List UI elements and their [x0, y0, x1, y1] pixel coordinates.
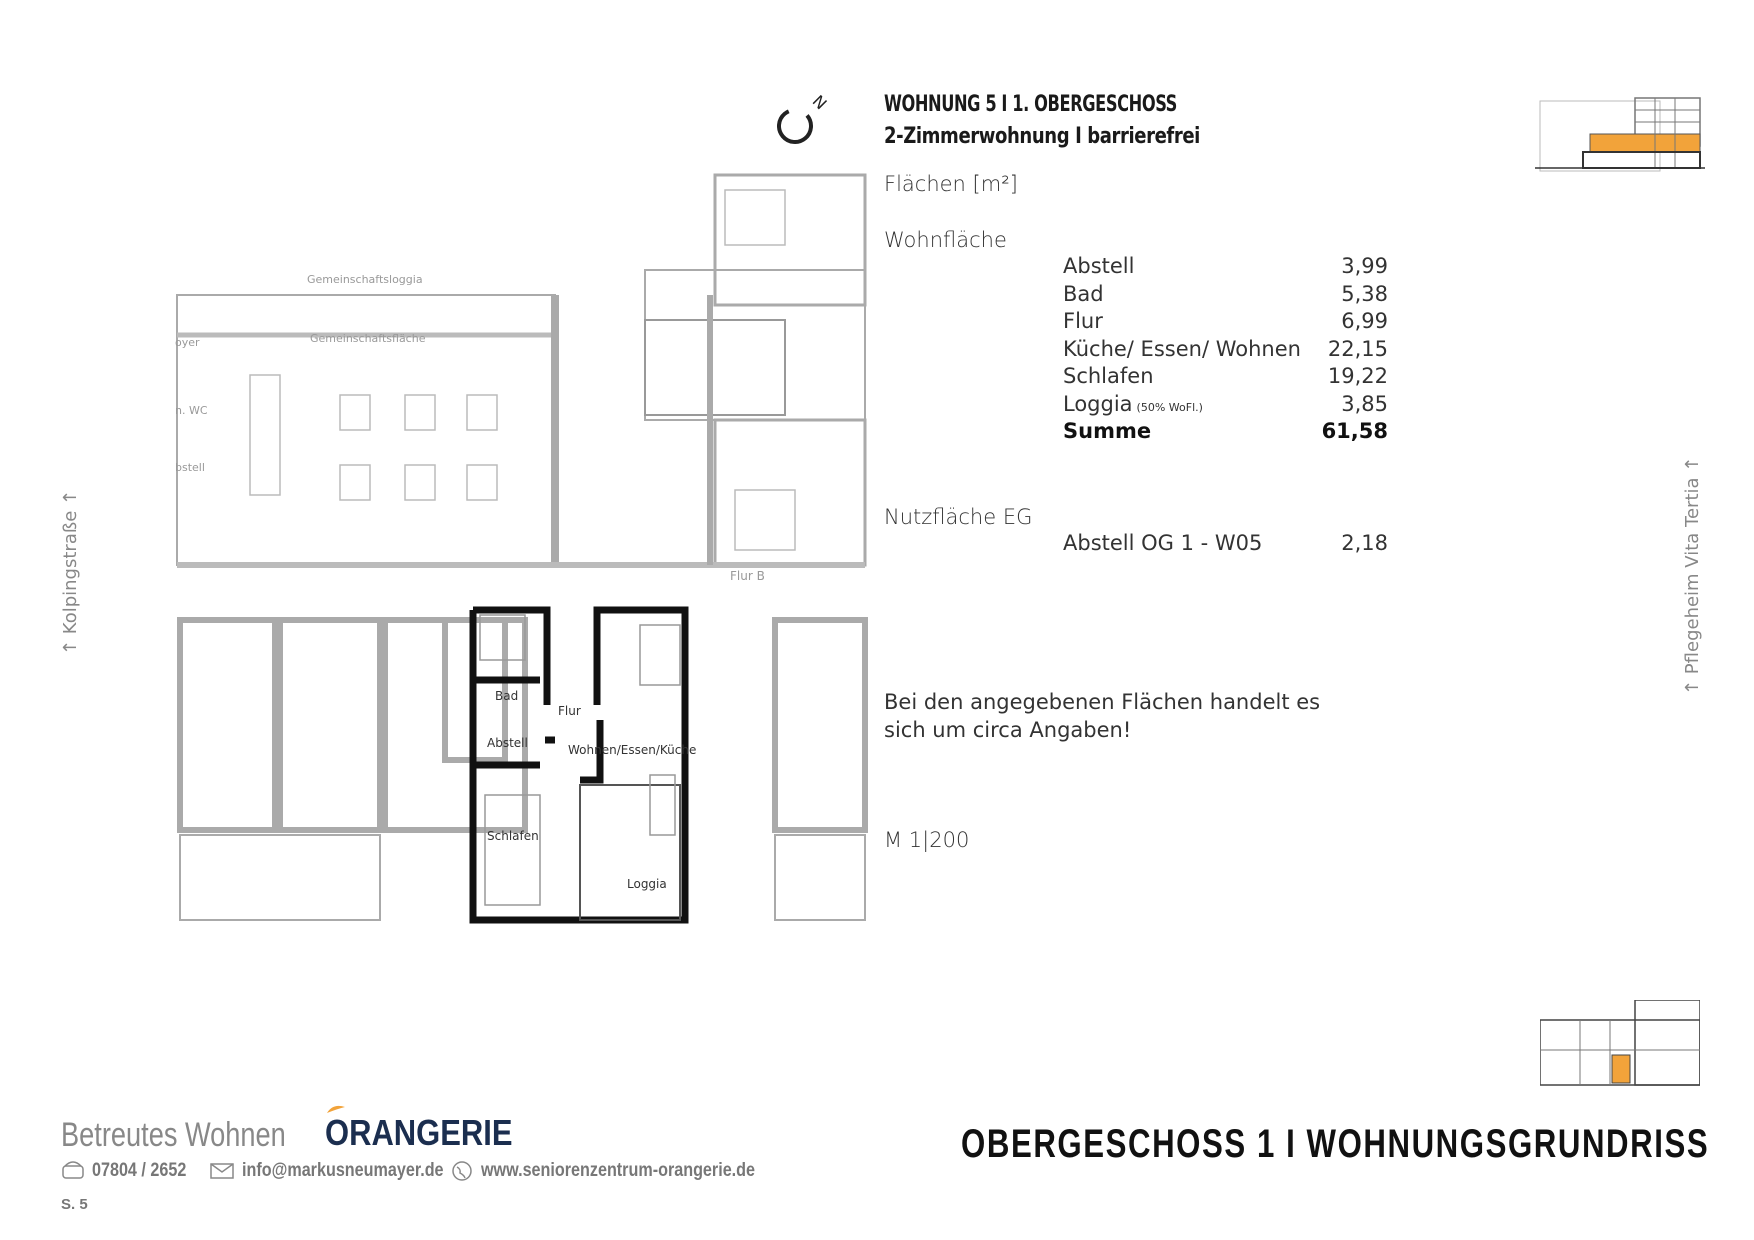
phone-icon: [61, 1160, 85, 1180]
brand-tagline: Betreutes Wohnen: [61, 1116, 286, 1154]
area-row: Abstell 3,99: [1063, 254, 1388, 278]
contact-phone[interactable]: 07804 / 2652: [92, 1160, 187, 1181]
plan-label: bstell: [175, 461, 205, 474]
scale-label: M 1|200: [884, 828, 970, 852]
contact-email[interactable]: info@markusneumayer.de: [242, 1160, 444, 1181]
area-row: Küche/ Essen/ Wohnen 22,15: [1063, 337, 1388, 361]
street-label-left: ↑ Kolpingstraße ↑: [60, 489, 81, 655]
plan-label: Flur B: [730, 569, 765, 583]
nutz-row: Abstell OG 1 - W05 2,18: [1063, 531, 1388, 555]
area-row: Loggia (50% WoFl.) 3,85: [1063, 392, 1388, 416]
plan-label: oyer: [175, 336, 200, 349]
plan-label: Gemeinschaftsfläche: [310, 332, 426, 345]
page-subtitle: 2-Zimmerwohnung I barrierefrei: [884, 124, 1200, 149]
nutzflaeche-label: Nutzfläche EG: [884, 505, 1033, 529]
page-number: S. 5: [61, 1196, 88, 1213]
wohnflaeche-label: Wohnfläche: [884, 228, 1007, 252]
globe-icon: [451, 1160, 473, 1182]
compass-label: N: [808, 91, 831, 114]
plan-label: Loggia: [627, 877, 667, 891]
area-disclaimer: Bei den angegebenen Flächen handelt es sich um circa Angaben!: [884, 690, 1321, 742]
loggia-note: (50% WoFl.): [1136, 401, 1203, 414]
plan-label: Wohnen/Essen/Küche: [568, 743, 697, 757]
area-row: Schlafen 19,22: [1063, 364, 1388, 388]
brand-logo-text: ORANGERIE: [325, 1112, 513, 1153]
plan-label: Gemeinschaftsloggia: [307, 273, 423, 286]
plan-label: Flur: [558, 704, 581, 718]
mail-icon: [210, 1162, 234, 1180]
plan-label: n. WC: [175, 404, 208, 417]
area-sum-row: Summe 61,58: [1063, 419, 1388, 443]
building-section-thumbnail: [1535, 96, 1705, 176]
orange-logo-icon: [325, 1103, 349, 1117]
area-row: Flur 6,99: [1063, 309, 1388, 333]
plan-label: Abstell: [487, 736, 528, 750]
area-row: Bad 5,38: [1063, 282, 1388, 306]
floor-title: OBERGESCHOSS 1 I WOHNUNGSGRUNDRISS: [960, 1122, 1709, 1166]
plan-label: Bad: [495, 689, 519, 703]
compass-north-icon: [770, 88, 840, 148]
page-title: WOHNUNG 5 I 1. OBERGESCHOSS: [884, 92, 1177, 117]
plan-label: Schlafen: [487, 829, 539, 843]
contact-website[interactable]: www.seniorenzentrum-orangerie.de: [481, 1160, 756, 1181]
floor-location-thumbnail: [1540, 1000, 1700, 1090]
areas-heading: Flächen [m²]: [884, 172, 1018, 196]
street-label-right: ↑ Pflegeheim Vita Tertia ↑: [1682, 456, 1703, 695]
floor-plan: [175, 170, 875, 930]
